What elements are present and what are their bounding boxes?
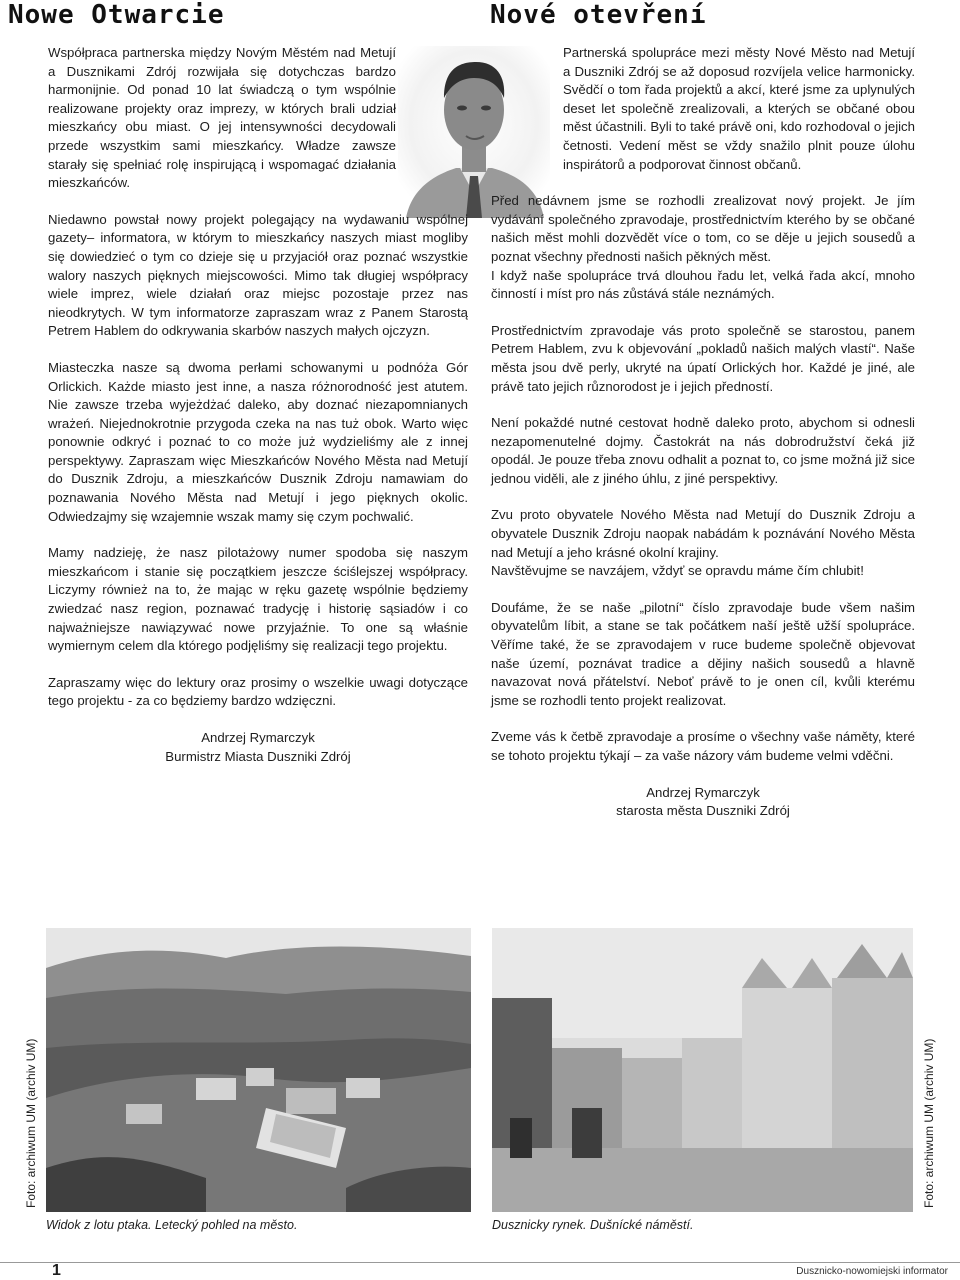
polish-paragraph: Mamy nadzieję, że nasz pilotażowy numer spodoba się naszym mieszkańcom i stanie się początkiem jeszcze ściślejszej współpracy. Liczymy również na to, że mając w ręku gazetę wspólnie będziemy zwiedzać nasz region, poznawać tradycję i historię sąsiadów i co najważniejsze nawiązywać nowe przyjaźnie. To one są właśnie wymiernym celem dla którego podjęliśmy się realizacji tego projektu. — [48, 545, 468, 654]
polish-paragraph: Miasteczka nasze są dwoma perłami schowanymi u podnóża Gór Orlickich. Każde miasto jest inne, a nasza różnorodność jest atutem. Nie zawsze trzeba wyjeżdżać daleko, aby doznać niezapomnianych wrażeń. Niejednokrotnie przygoda czeka na nas tuż obok. Warto więc ponownie odkryć i poznać to co może już wydzieliśmy ale z innej perspektywy. Zapraszam więc Mieszkańców Nového Města nad Metují do Dusznik Zdroju, a mieszkańców Dusznik Zdroju namawiam do poznawania Nového Města nad Metují i jego pięknych okolic. Odwiedzajmy się wzajemnie wszak mamy się czym pochwalić. — [48, 359, 468, 524]
czech-paragraph: I když naše spolupráce trvá dlouhou řadu let, velká řada akcí, mnoho činností i míst pro nás zůstává stále neznámých. — [491, 267, 915, 302]
signature-name: Andrzej Rymarczyk — [201, 730, 315, 745]
czech-paragraph: Navštěvujme se navzájem, vždyť se opravdu máme čím chlubit! — [491, 563, 864, 579]
czech-paragraph: Před nedávnem jsme se rozhodli zrealizovat nový projekt. Je jím vydávání společného zpravodaje, prostřednictvím kterého by se občané našich měst mohli dozvědět více o tom, co se děje u jejich sousedů a poznat všechny přednosti našich pěkných měst. — [491, 193, 915, 264]
publication-name: Dusznicko-nowomiejski informator — [796, 1266, 948, 1277]
czech-paragraph: Není pokaždé nutné cestovat hodně daleko proto, abychom si odnesli nezapomenutelné dojmy. Častokrát na nás dobrodružství čeká již opodál. Je pouze třeba znovu odhalit a poznat to, co jsme možná již sice jednou viděli, ale z jiného úhlu, z jiné perspektivy. — [491, 415, 915, 486]
polish-paragraph: Niedawno powstał nowy projekt polegający na wydawaniu wspólnej gazety– informatora, w którym to mieszkańcy naszych miast mogliby się dowiedzieć o tym co dzieje się u przyjaciół oraz poznać wszystkie walory naszych pięknych miejscowości. Mimo tak długiej współpracy wiele imprez, wiele działań oraz miejsc pozostaje przez nas nieodkrytych. W tym informatorze zapraszam wraz z Panem Starostą Petrem Hablem do odkrywania skarbów naszych małych ojczyzn. — [48, 211, 468, 339]
polish-paragraph: Współpraca partnerska między Novým Městém nad Metují a Dusznikami Zdrój rozwijała się dotychczas bardzo harmonijnie. Od ponad 10 lat świadczą o tym wspólnie realizowane projekty oraz imprezy, w których brali udział mieszkańcy obu miast. O jej intensywności decydowali przede wszystkim sami mieszkańcy. Władze zawsze starały się spełniać rolę inspirującą i wspomagać działania mieszkańców. — [48, 45, 396, 191]
czech-signature — [491, 784, 915, 821]
town-square-photo — [492, 928, 913, 1212]
signature-name: Andrzej Rymarczyk — [646, 784, 760, 800]
signature-role: starosta města Duszniki Zdrój — [616, 803, 790, 819]
footer-divider — [0, 1262, 960, 1263]
czech-paragraph: Doufáme, že se naše „pilotní“ číslo zpravodaje bude všem našim obyvatelům líbit, a stane se tak počátkem naší ještě užší spolupráce. Věříme také, že se zpravodajem v ruce budeme společně objevovat naše území, poznávat tradice a dějiny našich sousedů a hlavně navazovat nová přátelství. Neboť právě to je onen cíl, kvůli kterému jsme se rozhodli tento projekt realizovat. — [491, 599, 915, 708]
czech-paragraph: Partnerská spolupráce mezi městy Nové Město nad Metují a Duszniki Zdrój se až doposud rozvíjela velice harmonicky. Svědčí o tom řada projektů a akcí, které jsme za uplynulých deset let společně zrealizovali, a kterých se občané obou měst účastnili. Byli to také právě oni, kdo rozhodoval o jejich četnosti. Vedení měst se vždy snažilo plnit pouze úlohu inspirátorů a podporovat činnost občanů. — [563, 45, 915, 172]
polish-signature — [48, 729, 468, 766]
page-title-czech: Nové otevření — [490, 0, 707, 30]
polish-paragraph: Zapraszamy więc do lektury oraz prosimy o wszelkie uwagi dotyczące tego projektu - za co będziemy bardzo wdzięczni. — [48, 674, 468, 709]
photo-caption-left: Widok z lotu ptaka. Letecký pohled na město. — [46, 1218, 298, 1232]
czech-paragraph: Zvu proto obyvatele Nového Města nad Metují do Dusznik Zdroju a obyvatele Dusznik Zdroju naopak nabádám k poznávání Nového Města nad Metují a jeho krásné okolní krajiny. — [491, 507, 915, 560]
signature-role: Burmistrz Miasta Duszniki Zdrój — [165, 748, 351, 764]
polish-article — [48, 44, 468, 766]
czech-paragraph: Prostřednictvím zpravodaje vás proto společně se starostou, panem Petrem Hablem, zvu k objevování „pokladů našich malých vlastí“. Naše města jsou dvě perly, ukryté na úpatí Orlických hor. Každé je jiné, ale právě tato jejich různorodost je i jejich předností. — [491, 322, 915, 394]
photo-credit-left: Foto: archiwum UM (archiv UM) — [24, 1038, 38, 1208]
aerial-town-photo — [46, 928, 471, 1212]
czech-article — [491, 44, 915, 821]
photo-credit-right: Foto: archiwum UM (archiv UM) — [922, 1038, 936, 1208]
page-number: 1 — [52, 1262, 61, 1279]
czech-paragraph: Zveme vás k četbě zpravodaje a prosíme o všechny vaše náměty, které se tohoto projektu týkají – za vaše názory vám budeme velmi vděčni. — [491, 729, 915, 763]
page-title-polish: Nowe Otwarcie — [8, 0, 225, 30]
photo-caption-right: Dusznicky rynek. Dušnícké náměstí. — [492, 1218, 694, 1232]
